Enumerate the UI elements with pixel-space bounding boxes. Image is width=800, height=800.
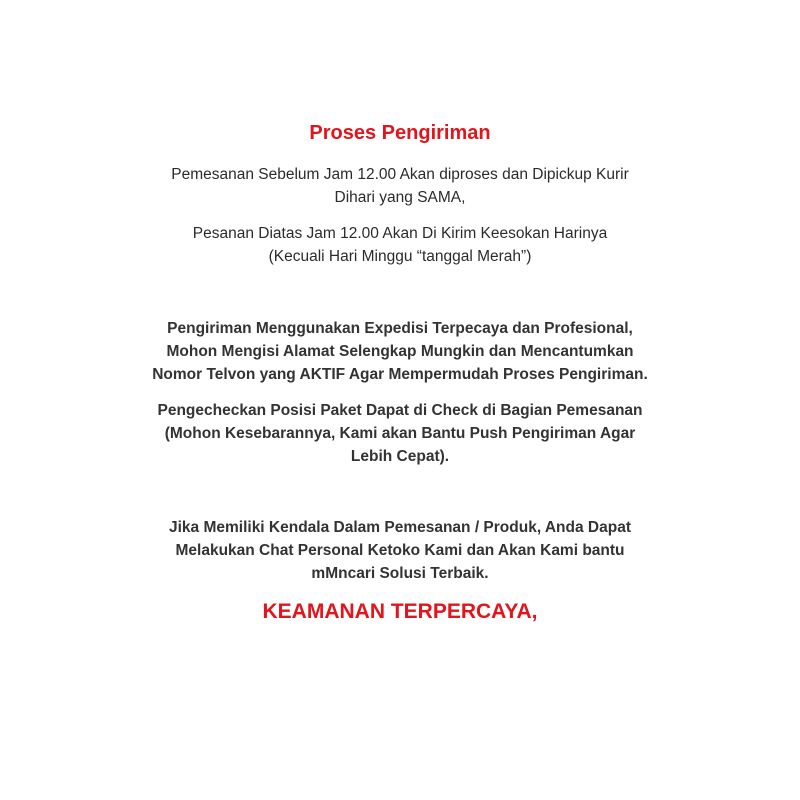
paragraph-line: Nomor Telvon yang AKTIF Agar Mempermudah Proses Pengiriman. — [152, 366, 648, 383]
paragraph-line: Jika Memiliki Kendala Dalam Pemesanan / Produk, Anda Dapat — [168, 519, 631, 536]
paragraph-line: mMncari Solusi Terbaik. — [311, 565, 489, 582]
paragraph-line: Pemesanan Sebelum Jam 12.00 Akan diproses dan Dipickup Kurir — [171, 166, 629, 183]
footer-title: KEAMANAN TERPERCAYA, — [262, 600, 538, 623]
paragraph-line: (Kecuali Hari Minggu “tanggal Merah”) — [268, 248, 532, 265]
page-title: Proses Pengiriman — [309, 122, 491, 144]
paragraph-support — [0, 516, 800, 585]
paragraph-line: (Mohon Kesebarannya, Kami akan Bantu Push Pengiriman Agar — [164, 425, 636, 442]
paragraph-line: Lebih Cepat). — [350, 448, 450, 465]
paragraph-order-before-noon — [0, 163, 800, 209]
paragraph-order-after-noon — [0, 222, 800, 268]
paragraph-line: Pesanan Diatas Jam 12.00 Akan Di Kirim Keesokan Harinya — [192, 225, 608, 242]
paragraph-line: Pengecheckan Posisi Paket Dapat di Check di Bagian Pemesanan — [157, 402, 643, 419]
paragraph-line: Mohon Mengisi Alamat Selengkap Mungkin dan Mencantumkan — [166, 343, 634, 360]
paragraph-expedition — [0, 317, 800, 386]
paragraph-line: Melakukan Chat Personal Ketoko Kami dan Akan Kami bantu — [175, 542, 625, 559]
paragraph-tracking — [0, 399, 800, 468]
paragraph-line: Pengiriman Menggunakan Expedisi Terpecaya dan Profesional, — [167, 320, 633, 337]
paragraph-line: Dihari yang SAMA, — [334, 189, 466, 206]
